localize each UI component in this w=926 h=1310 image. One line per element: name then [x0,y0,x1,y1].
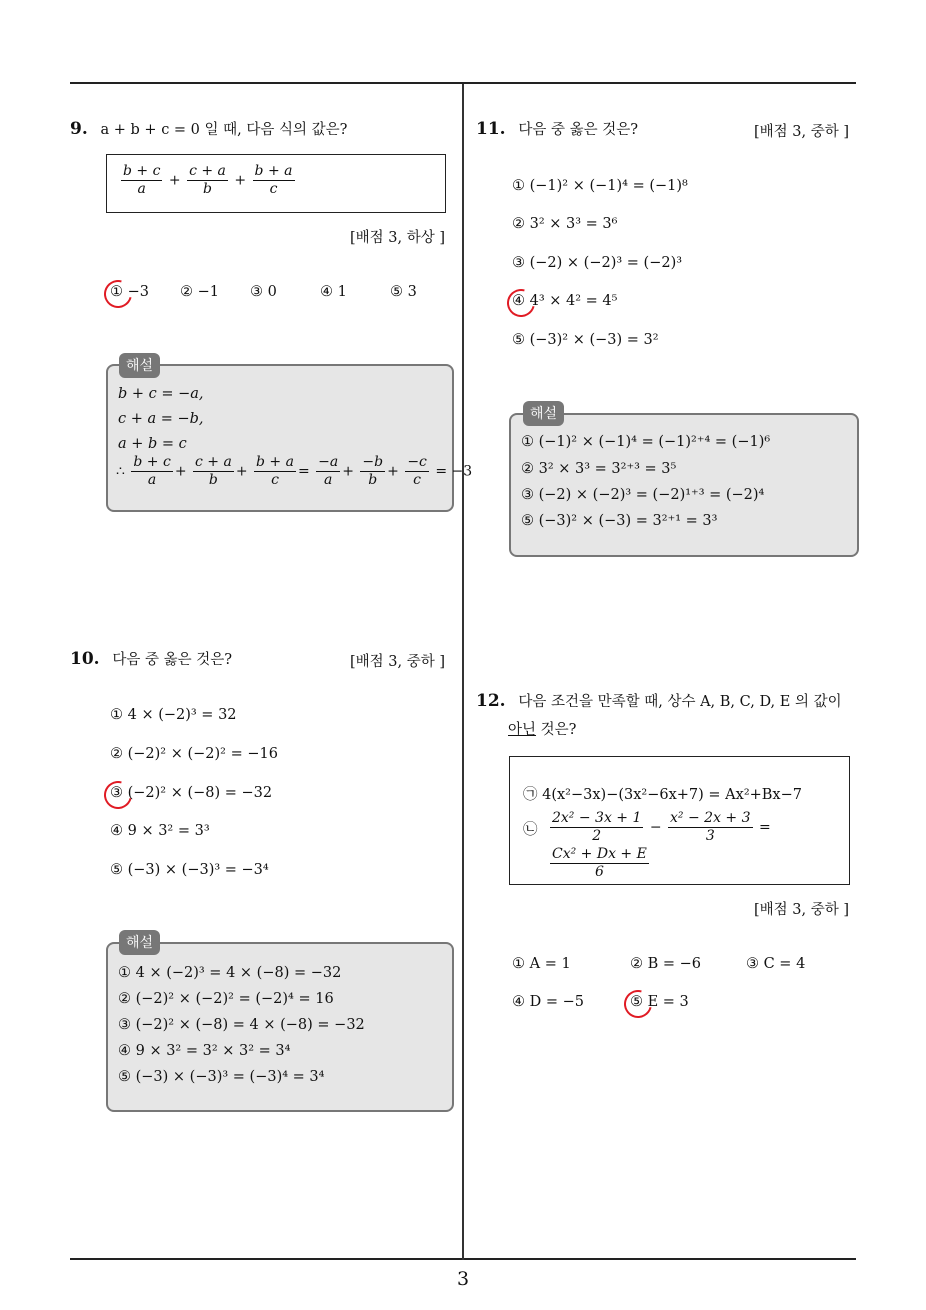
q10-score: [배점 3, 중하 ] [350,654,446,670]
q10-solution-line-3: ③ (−2)² × (−8) = 4 × (−8) = −32 [118,1017,365,1033]
q10-solution-line-4: ④ 9 × 3² = 3² × 3² = 3⁴ [118,1043,291,1059]
q9-expression-box: $\frac{b + c}{a}$ + $\frac{c + a}{b}$ + $\frac{b + a}{c}$ [106,154,446,213]
q12-option-1[interactable]: ① A = 1 [512,956,571,972]
q11-solution-line-4: ⑤ (−3)² × (−3) = 3²⁺¹ = 3³ [521,513,718,529]
q12-prompt-line-1: 다음 조건을 만족할 때, 상수 A, B, C, D, E 의 값이 [518,694,842,710]
q10-option-4[interactable]: ④ 9 × 3² = 3³ [110,823,210,839]
q12-header [476,690,842,711]
q12-condition-2-label: ㉡ [523,822,538,838]
q11-number: 11. [476,119,506,139]
q12-option-3[interactable]: ③ C = 4 [746,956,806,972]
q9-frac-2: $\frac{c + a}{b}$ [189,163,226,197]
q11-option-1[interactable]: ① (−1)² × (−1)⁴ = (−1)⁸ [512,178,688,194]
q10-prompt: 다음 중 옳은 것은? [112,652,233,668]
q12-option-4[interactable]: ④ D = −5 [512,994,584,1010]
q11-prompt: 다음 중 옳은 것은? [518,122,639,138]
q11-solution-line-3: ③ (−2) × (−2)³ = (−2)¹⁺³ = (−2)⁴ [521,487,765,503]
q9-solution-tag: 해설 [119,353,160,378]
q9-option-5[interactable]: ⑤ 3 [390,284,417,300]
q12-number: 12. [476,691,506,711]
q12-underlined-word: 아닌 [508,722,537,738]
q9-solution-line-3: a + b = c [118,436,187,452]
q9-option-3[interactable]: ③ 0 [250,284,277,300]
page-number: 3 [456,1268,470,1290]
q11-option-2[interactable]: ② 3² × 3³ = 3⁶ [512,216,618,232]
q10-option-3[interactable]: ③ (−2)² × (−8) = −32 [110,785,273,801]
q12-prompt-line-2: 아닌 것은? [508,722,577,738]
q12-condition-2-rhs: $\frac{\text{Cx² + Dx + E}}{6}$ [552,846,647,880]
q12-condition-1: ㉠ 4(x²−3x)−(3x²−6x+7) = Ax²+Bx−7 [523,787,802,803]
q12-score: [배점 3, 중하 ] [754,902,850,918]
q12-option-2[interactable]: ② B = −6 [630,956,702,972]
q11-option-5[interactable]: ⑤ (−3)² × (−3) = 3² [512,332,659,348]
q9-option-4[interactable]: ④ 1 [320,284,347,300]
q9-option-1[interactable]: ① −3 [110,284,149,300]
q11-solution-tag: 해설 [523,401,564,426]
q12-option-5[interactable]: ⑤ E = 3 [630,994,689,1010]
q10-solution-line-2: ② (−2)² × (−2)² = (−2)⁴ = 16 [118,991,334,1007]
q11-solution-line-2: ② 3² × 3³ = 3²⁺³ = 3⁵ [521,461,677,477]
q11-option-4[interactable]: ④ 4³ × 4² = 4⁵ [512,293,618,309]
q9-frac-3: $\frac{b + a}{c}$ [254,163,293,197]
column-divider [462,84,464,1260]
q11-solution-line-1: ① (−1)² × (−1)⁴ = (−1)²⁺⁴ = (−1)⁶ [521,434,771,450]
q10-solution-tag: 해설 [119,930,160,955]
q9-solution-line-2: c + a = −b, [118,411,204,427]
q12-condition-2: $\frac{\text{2x² − 3x + 1}}{2}$ − $\frac{\text{x² − 2x + 3}}{3}$ = [552,810,771,844]
q10-solution-line-1: ① 4 × (−2)³ = 4 × (−8) = −32 [118,965,342,981]
q10-option-5[interactable]: ⑤ (−3) × (−3)³ = −3⁴ [110,862,269,878]
q11-score: [배점 3, 중하 ] [754,124,850,140]
q9-solution-line-1: b + c = −a, [118,386,204,402]
q10-solution-line-5: ⑤ (−3) × (−3)³ = (−3)⁴ = 3⁴ [118,1069,325,1085]
q9-score: [배점 3, 하상 ] [350,230,446,246]
q10-option-2[interactable]: ② (−2)² × (−2)² = −16 [110,746,278,762]
q9-number: 9. [70,119,88,139]
q10-option-1[interactable]: ① 4 × (−2)³ = 32 [110,707,237,723]
q10-header [70,648,232,669]
q10-number: 10. [70,649,100,669]
q9-frac-1: $\frac{b + c}{a}$ [123,163,161,197]
q9-option-2[interactable]: ② −1 [180,284,219,300]
q11-header [476,118,638,139]
q9-prompt: a + b + c = 0 일 때, 다음 식의 값은? [100,122,348,138]
q11-option-3[interactable]: ③ (−2) × (−2)³ = (−2)³ [512,255,683,271]
q9-solution-line-4: ∴ $\frac{b + c}{a}$ + $\frac{c + a}{b}$ + $\frac{b + a}{c}$ = $\frac{-a}{a}$ + $\frac{-b}{b}$ + $\frac{-c}{c}$ = −3 [116,454,473,488]
q9-header [70,118,347,139]
